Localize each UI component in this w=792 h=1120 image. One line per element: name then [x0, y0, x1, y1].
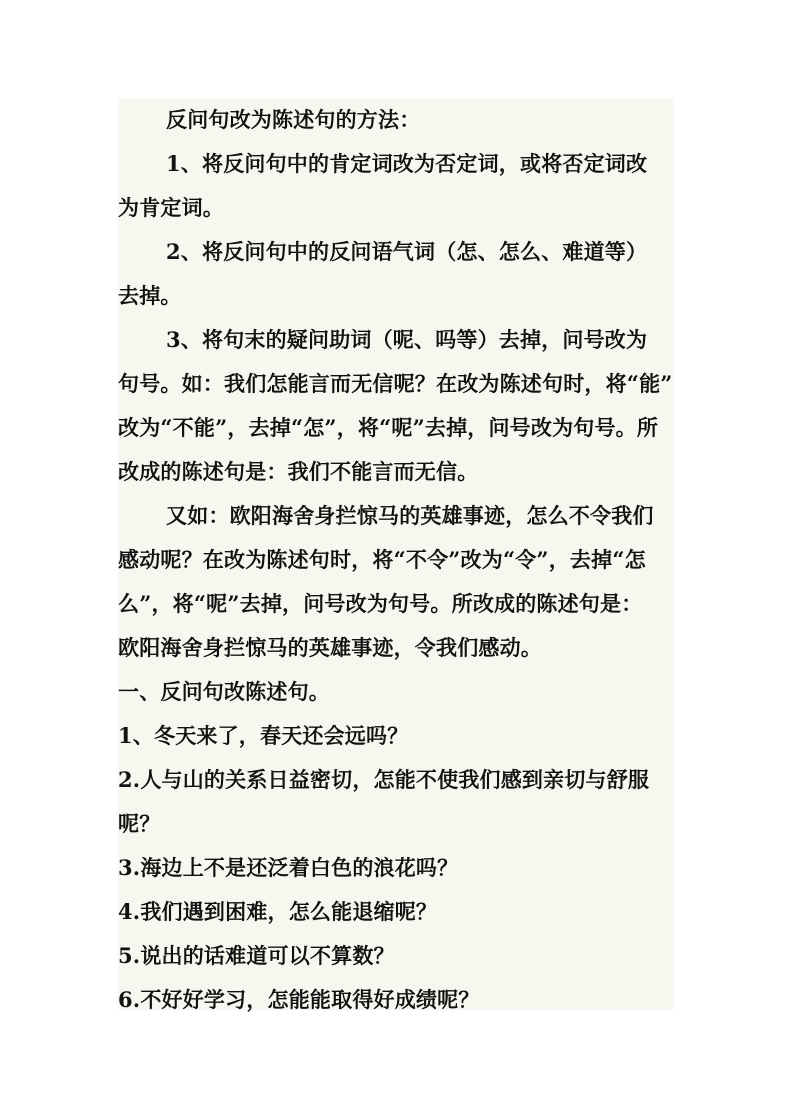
exercise-item-4: 4.我们遇到困难，怎么能退缩呢？	[118, 899, 438, 924]
example-line-3: 么”，将“呢”去掉，问号改为句号。所改成的陈述句是：	[118, 591, 643, 616]
exercise-item-5: 5.说出的话难道可以不算数？	[118, 943, 395, 968]
methods-title: 反问句改为陈述句的方法：	[166, 107, 421, 132]
exercise-section	[118, 670, 678, 1022]
example-line-1: 又如：欧阳海舍身拦惊马的英雄事迹，怎么不令我们	[166, 503, 654, 528]
method-3-line-4: 改成的陈述句是：我们不能言而无信。	[118, 459, 479, 484]
method-2-line-1: 2、将反问句中的反问语气词（怎、怎么、难道等）	[166, 239, 648, 264]
method-1-line-2: 为肯定词。	[118, 195, 224, 220]
method-3-line-2: 句号。如：我们怎能言而无信呢？在改为陈述句时，将“能”	[118, 371, 673, 396]
method-3-line-3: 改为“不能”，去掉“怎”，将“呢”去掉，问号改为句号。所	[118, 415, 659, 440]
exercise-item-2-line-2: 呢？	[118, 811, 161, 836]
method-1-line-1: 1、将反问句中的肯定词改为否定词，或将否定词改	[166, 151, 648, 176]
method-2-line-2: 去掉。	[118, 283, 182, 308]
methods-section	[118, 98, 678, 670]
exercise-heading: 一、反问句改陈述句。	[118, 679, 330, 704]
method-3-line-1: 3、将句末的疑问助词（呢、吗等）去掉，问号改为	[166, 327, 648, 352]
example-line-2: 感动呢？在改为陈述句时，将“不令”改为“令”，去掉“怎	[118, 547, 646, 572]
example-line-4: 欧阳海舍身拦惊马的英雄事迹，令我们感动。	[118, 635, 542, 660]
exercise-item-3: 3.海边上不是还泛着白色的浪花吗？	[118, 855, 459, 880]
exercise-item-2-line-1: 2.人与山的关系日益密切，怎能不使我们感到亲切与舒服	[118, 767, 650, 792]
exercise-item-1: 1、冬天来了，春天还会远吗？	[118, 723, 409, 748]
exercise-item-6: 6.不好好学习，怎能能取得好成绩呢？	[118, 987, 480, 1012]
